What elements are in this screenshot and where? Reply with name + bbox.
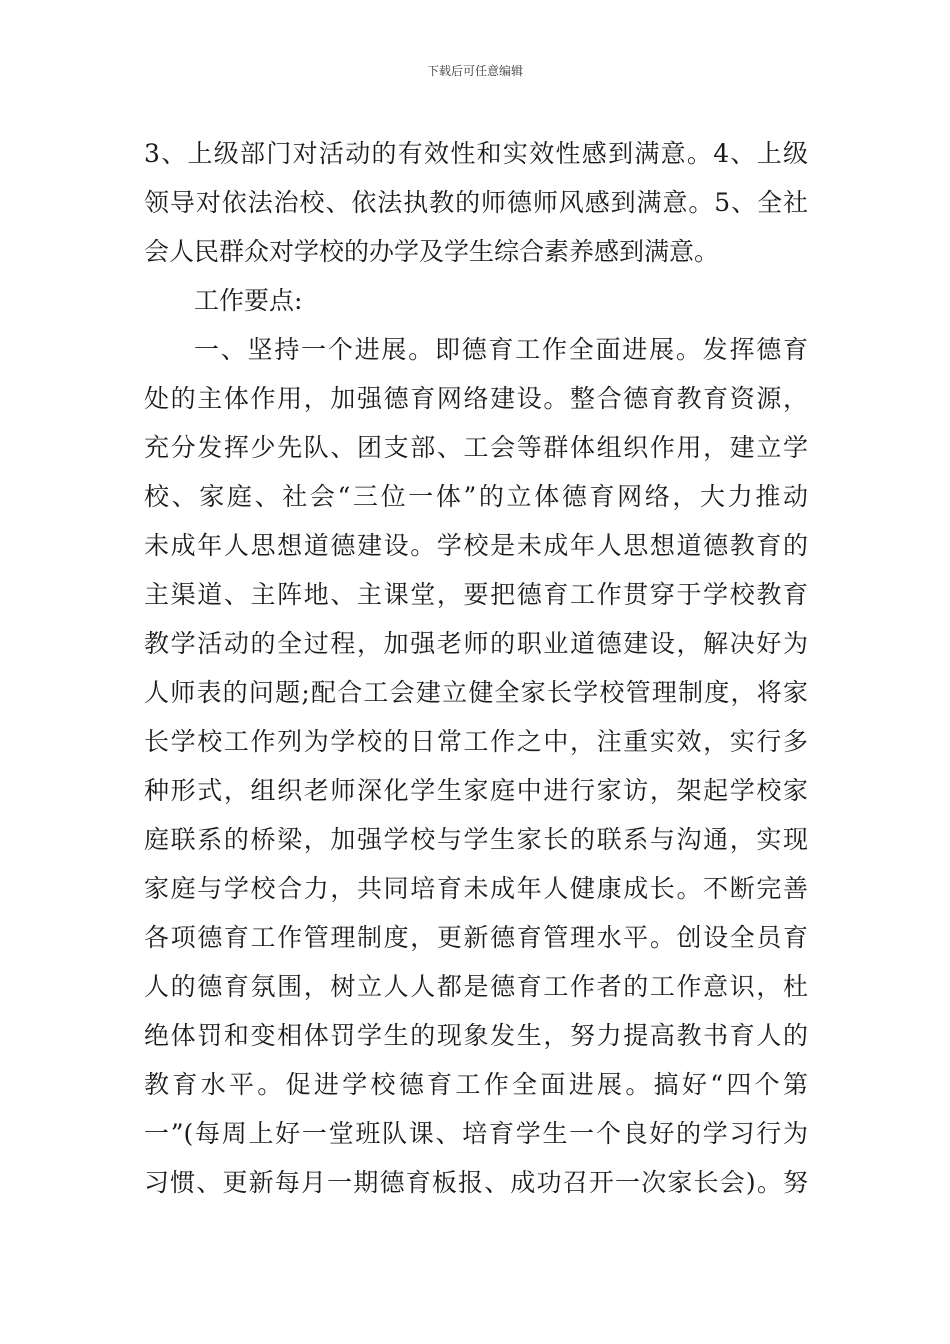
text-line: 教育水平。促进学校德育工作全面进展。搞好“四个第 xyxy=(144,1070,808,1099)
text-line: 处的主体作用，加强德育网络建设。整合德育教育资源， xyxy=(144,384,808,413)
text-line: 教学活动的全过程，加强老师的职业道德建设，解决好为 xyxy=(144,629,808,658)
text-line: 一”(每周上好一堂班队课、培育学生一个良好的学习行为 xyxy=(144,1119,808,1148)
document-body xyxy=(144,129,808,1207)
text-line: 一、坚持一个进展。即德育工作全面进展。发挥德育 xyxy=(194,335,808,364)
paragraph-moral-education xyxy=(144,325,808,1207)
text-line: 会人民群众对学校的办学及学生综合素养感到满意。 xyxy=(144,237,720,266)
text-line: 种形式，组织老师深化学生家庭中进行家访，架起学校家 xyxy=(144,776,808,805)
paragraph-satisfaction xyxy=(144,129,808,276)
header-note: 下载后可任意编辑 xyxy=(426,64,523,78)
text-line: 领导对依法治校、依法执教的师德师风感到满意。5、全社 xyxy=(144,188,808,217)
text-line: 校、家庭、社会“三位一体”的立体德育网络，大力推动 xyxy=(144,482,808,511)
text-line: 充分发挥少先队、团支部、工会等群体组织作用，建立学 xyxy=(144,433,808,462)
heading-text: 工作要点: xyxy=(194,286,303,315)
text-line: 人师表的问题;配合工会建立健全家长学校管理制度，将家 xyxy=(144,678,808,707)
text-line: 各项德育工作管理制度，更新德育管理水平。创设全员育 xyxy=(144,923,808,952)
text-line: 绝体罚和变相体罚学生的现象发生，努力提高教书育人的 xyxy=(144,1021,808,1050)
text-line: 3、上级部门对活动的有效性和实效性感到满意。4、上级 xyxy=(144,139,808,168)
text-line: 人的德育氛围，树立人人都是德育工作者的工作意识，杜 xyxy=(144,972,808,1001)
text-line: 习惯、更新每月一期德育板报、成功召开一次家长会)。努 xyxy=(144,1168,808,1197)
section-heading-work-points xyxy=(144,276,808,325)
text-line: 长学校工作列为学校的日常工作之中，注重实效，实行多 xyxy=(144,727,808,756)
text-line: 未成年人思想道德建设。学校是未成年人思想道德教育的 xyxy=(144,531,808,560)
text-line: 庭联系的桥梁，加强学校与学生家长的联系与沟通，实现 xyxy=(144,825,808,854)
text-line: 主渠道、主阵地、主课堂，要把德育工作贯穿于学校教育 xyxy=(144,580,808,609)
text-line: 家庭与学校合力，共同培育未成年人健康成长。不断完善 xyxy=(144,874,808,903)
